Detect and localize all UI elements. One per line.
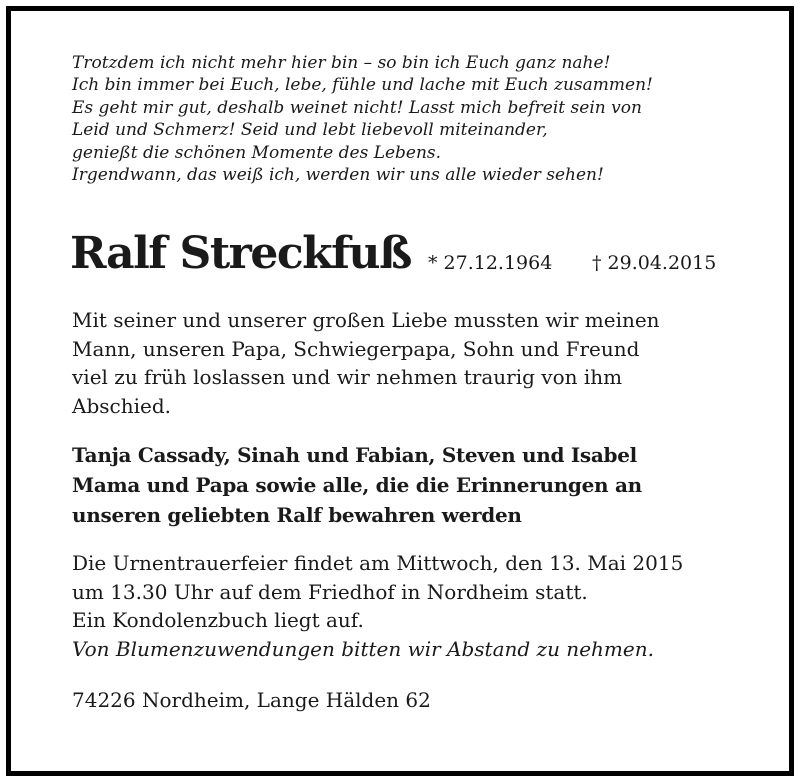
mourners-line: Tanja Cassady, Sinah und Fabian, Steven und Isabel <box>72 443 637 467</box>
message-line: Mit seiner und unserer großen Liebe mussten wir meinen <box>72 308 660 332</box>
poem-line: Leid und Schmerz! Seid und lebt liebevoll miteinander, <box>72 120 548 141</box>
mourners-line: Mama und Papa sowie alle, die die Erinnerungen an <box>72 473 642 497</box>
poem-line: Trotzdem ich nicht mehr hier bin – so bin ich Euch ganz nahe! <box>72 53 611 73</box>
poem-line: Ich bin immer bei Euch, lebe, fühle und lache mit Euch zusammen! <box>72 75 653 96</box>
funeral-line: Die Urnentrauerfeier findet am Mittwoch, den 13. Mai 2015 <box>72 551 684 575</box>
poem-line: genießt die schönen Momente des Lebens. <box>72 142 442 163</box>
message-line: viel zu früh loslassen und wir nehmen traurig von ihm <box>72 365 623 389</box>
death-date: † 29.04.2015 <box>592 252 717 274</box>
message-line: Mann, unseren Papa, Schwiegerpapa, Sohn und Freund <box>72 336 640 361</box>
poem-block <box>72 52 653 186</box>
message-line: Abschied. <box>72 393 171 418</box>
funeral-info <box>72 549 683 663</box>
birth-date: * 27.12.1964 <box>428 252 553 274</box>
funeral-line: um 13.30 Uhr auf dem Friedhof in Nordheim statt. <box>72 579 588 604</box>
poem-line: Es geht mir gut, deshalb weinet nicht! Lasst mich befreit sein von <box>72 97 642 118</box>
mourners-line: unseren geliebten Ralf bewahren werden <box>72 503 522 527</box>
flowers-note: Von Blumenzuwendungen bitten wir Abstand zu nehmen. <box>72 636 654 661</box>
mourners-list <box>72 440 642 530</box>
funeral-line: Ein Kondolenzbuch liegt auf. <box>72 608 364 632</box>
family-address: 74226 Nordheim, Lange Hälden 62 <box>72 688 431 712</box>
deceased-name: Ralf Streckfuß <box>70 228 411 279</box>
farewell-message <box>72 306 660 420</box>
poem-line: Irgendwann, das weiß ich, werden wir uns alle wieder sehen! <box>72 165 604 186</box>
